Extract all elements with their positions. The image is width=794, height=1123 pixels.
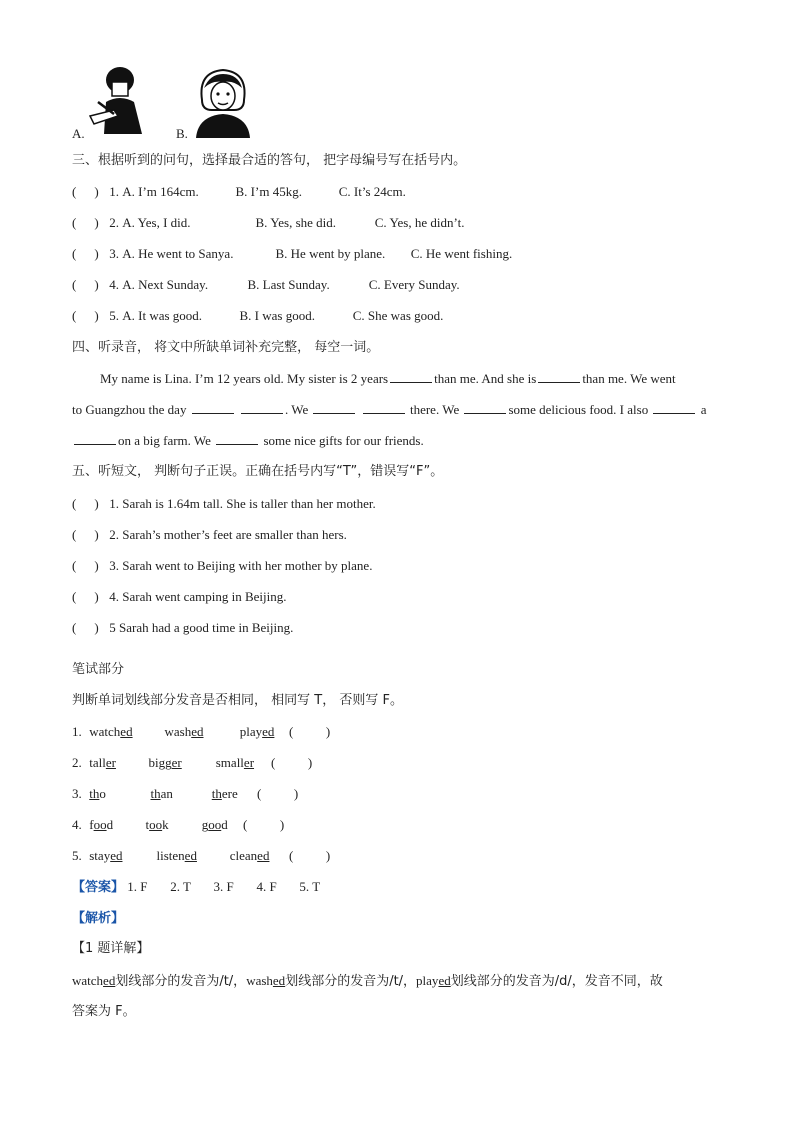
blank-4[interactable] [241,401,283,414]
list-item: ( ) 2. A. Yes, I did. B. Yes, she did. C. Yes, he didn’t. [72,213,464,233]
answer-paren[interactable]: ( ) [72,246,99,261]
answer-paren[interactable]: ( ) [289,724,331,739]
blank-6[interactable] [363,401,405,414]
answer-paren[interactable]: ( ) [72,589,99,604]
list-item: ( ) 3. Sarah went to Beijing with her mother by plane. [72,556,372,576]
blank-2[interactable] [538,370,580,383]
list-item: 2. taller bigger smaller ( ) [72,755,313,770]
list-item: 5. stayed listened cleaned ( ) [72,848,331,863]
picture-a-label: A. [72,126,85,141]
answer-paren[interactable]: ( ) [72,308,99,323]
answer-paren[interactable]: ( ) [257,786,299,801]
answer-paren[interactable]: ( ) [72,527,99,542]
detail-paragraph: watched划线部分的发音为/t/，washed划线部分的发音为/t/，played划线部分的发音为/d/，发音不同，故 [72,973,663,989]
analysis-line [72,908,124,928]
list-item: ( ) 5 Sarah had a good time in Beijing. [72,618,293,638]
blank-8[interactable] [653,401,695,414]
list-item: ( ) 4. A. Next Sunday. B. Last Sunday. C. Every Sunday. [72,275,460,295]
list-item: 3. tho than there ( ) [72,786,299,801]
detail-heading: 【1 题详解】 [72,941,150,956]
answer-paren[interactable]: ( ) [72,620,99,635]
answer-paren[interactable]: ( ) [72,496,99,511]
section5-title: 五、听短文， 判断句子正误。正确在括号内写“T”，错误写“F”。 [72,464,444,479]
cloze-paragraph-line3: on a big farm. We some nice gifts for our friends. [72,425,722,456]
blank-9[interactable] [74,432,116,445]
section4-title: 四、听录音， 将文中所缺单词补充完整， 每空一词。 [72,340,380,355]
list-item: ( ) 1. Sarah is 1.64m tall. She is taller than her mother. [72,494,376,514]
answer-paren[interactable]: ( ) [72,277,99,292]
answer-tag: 【答案】 [72,880,125,895]
answer-line [72,877,320,897]
list-item: ( ) 5. A. It was good. B. I was good. C. She was good. [72,306,443,326]
list-item: ( ) 3. A. He went to Sanya. B. He went by plane. C. He went fishing. [72,244,512,264]
answer-paren[interactable]: ( ) [243,817,285,832]
written-instruction: 判断单词划线部分发音是否相同， 相同写 T， 否则写 F。 [72,693,403,708]
section3-title: 三、根据听到的问句，选择最合适的答句， 把字母编号写在括号内。 [72,153,467,168]
list-item: ( ) 1. A. I’m 164cm. B. I’m 45kg. C. It’s 24cm. [72,182,406,202]
blank-5[interactable] [313,401,355,414]
list-item: ( ) 4. Sarah went camping in Beijing. [72,587,287,607]
analysis-tag: 【解析】 [72,911,125,926]
picture-options [72,64,312,142]
answer-paren[interactable]: ( ) [289,848,331,863]
picture-b-label: B. [176,126,188,141]
blank-10[interactable] [216,432,258,445]
list-item: 1. watched washed played ( ) [72,724,331,739]
blank-1[interactable] [390,370,432,383]
list-item: ( ) 2. Sarah’s mother’s feet are smaller than hers. [72,525,347,545]
answer-paren[interactable]: ( ) [271,755,313,770]
answer-paren[interactable]: ( ) [72,558,99,573]
woman-portrait-icon [190,66,256,138]
detail-paragraph-end: 答案为 F。 [72,1004,136,1019]
answer-paren[interactable]: ( ) [72,215,99,230]
blank-3[interactable] [192,401,234,414]
boy-writing-icon [84,64,148,136]
answer-values: 1. F 2. T 3. F 4. F 5. T [127,879,321,894]
answer-paren[interactable]: ( ) [72,184,99,199]
blank-7[interactable] [464,401,506,414]
written-heading: 笔试部分 [72,662,125,677]
cloze-paragraph-line2: to Guangzhou the day . We there. We some delicious food. I also a [72,402,707,417]
cloze-paragraph: My name is Lina. I’m 12 years old. My sister is 2 years than me. And she is than me. We went [100,371,676,386]
list-item: 4. food took good ( ) [72,817,285,832]
